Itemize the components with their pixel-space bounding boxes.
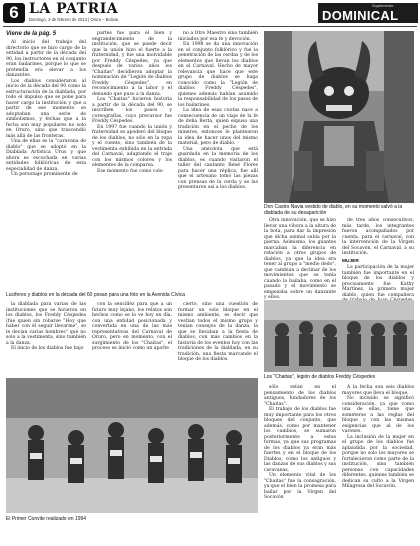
header-rule (3, 26, 417, 27)
masthead: LA PATRIA (29, 1, 119, 17)
paragraph: Otra innovación, que se hizo llevar una vibora a la altura de la bota, para dar la impresión que dicha animal subía por la pierna. Asimismo, los guantes marcaban la diferencia en relación a otros grupos de diablos, ya que la idea era tener al grupo a "medio dedo", que cambian a declinar de los movimientos que se tenía cuando la bailaba, como en el pasado y el movimiento se empezaba sobre un danzante y ellos. (264, 218, 336, 300)
subhead-mujer: MUJER (342, 258, 359, 264)
page-number: 6 (3, 3, 25, 23)
article-column-4 (264, 218, 336, 300)
article-column-6 (6, 302, 86, 372)
paragraph: partes fue para el bien y engrandecimiento de la institución, que se puede decir que la unión hizo el fuerte a la fraternidad, y fue una inolvidable por Freddy Céspedes, ya que después de varios años los "Chaitas" decidieron adoptar la nominación de "Legión de diablos Freddy Céspedes", en reconocimiento a la labor y el denuedo que puso a la danza. (92, 31, 172, 97)
dateline-date: Domingo, 3 de febrero de 2013 (29, 17, 87, 22)
paragraph: Una de ellas es la "caravana de diablo" que se adoptó en la Diablada Artística Urus y que ahora es escuchada en varias entidades folklóricas de esta especialidad de danza. (6, 139, 86, 172)
article-column-7 (92, 302, 172, 372)
paragraph: La participación de la mujer también fue importante en el bloque de los diablos y precisamente fue Kathy Martínez, la primera mujer diablo, quien fue compañera (342, 265, 414, 298)
chaitas-photo-graphic (264, 300, 414, 372)
paragraph: Los diablos consideraron al inicio de la década del 90 como la estructuración de la diablada, por todo el impulso que se pone para hacer cargo la institución y que a partir de ese momento se adoptaban una serie de simbolismos, y fechas que a la fecha son muy populares no solo en Oruro, sino que trascendió más allá de las fronteras. (6, 78, 86, 139)
photo-primer-convite (6, 378, 258, 513)
paragraph: No incluido se significó consideración, ya que como una de ellas, tiene que someterse a las reglas del bloque y con las mismas exigencias que al de los varones. (342, 396, 414, 434)
article-column-9 (264, 385, 336, 540)
continued-from: Viene de la pág. 5 (6, 31, 57, 37)
page-header (0, 0, 420, 26)
paragraph: la diablada para varias de las instituciones que se hicieron en los diablos, los Freddy Céspedes (fue quien sin robarse "Hoy que haber con él seguir llevarme", se le decían varias hombres" que no solo a la vestimenta, sino también a la danza. (6, 302, 86, 346)
article-column-3 (178, 31, 258, 288)
paragraph: La idea de esas cuotas nace a consecuencia de un viaje de la fe de doña Berta, quien expuso una tradición en el pecho de los mineros, entonces le plantearon la idea de hacer unos del mismo material, pero de diablo. (178, 108, 258, 146)
convite-photo-graphic (6, 378, 258, 513)
paragraph: no a Otro Maestro sino también iniciados por esa fe y devoción. (178, 31, 258, 42)
diablo-photo-graphic (264, 31, 414, 203)
photo-castro-navia (264, 31, 414, 203)
paragraph: Ese momento fue como colo- (97, 168, 164, 174)
dateline-location: Oruro – Bolivia (90, 17, 119, 22)
dateline: Domingo, 3 de febrero de 2013 | Oruro – Bolivia (29, 17, 119, 22)
paragraph: Una anécdota que está guardada en la memoria de los diablos, es cuando visitaron el taller del cantante René Flores para hacer una réplica, fue allí que el artesano tomó las piezas con prensas de la cerda y se las presentaron así a los diablos. (178, 146, 258, 190)
paragraph: El trabajo de los diablos fue muy importante para los otros bloques del conjunto, que además, como por mantener los cambios, se sumaron posteriormente a estas formas, ya que sus programas de los diablos ya eran más fuertes y en el bloque de los Diablos, como los antiguos y las danzas de sus diablos y sus caravanas. (264, 407, 336, 473)
article-column-5 (342, 218, 414, 298)
article-column-10 (342, 385, 414, 540)
paragraph: Al inicio del trabajo del directorio que se hizo cargo de la entidad a partir de la década del 90, los instructores en el conjunto eran bailarines, porque lo que se pretendía era elevar a los danzantes. (6, 40, 86, 78)
paragraph: con la sencillez para que a un futuro muy lejano, los relatos son hechos como se lo ve hoy en día, con una entidad posicionada y convertida en una de las más representativas del Carnaval de Oruro, pero en momento, con el surgimiento de los "Chaitas", el proceso se inició como un aporte (92, 302, 172, 351)
paragraph: sólo están en el pensamiento de los diablos antiguos, fundadores de los "Chaitas". (264, 385, 336, 407)
paragraph: Un elemento vital de los "Chaitas" fue la consagración, ya que el bien la promesa para bailar por la Virgen del Socavón (264, 473, 336, 500)
caption-chaitas: Los "Chaitas", legión de diablos Freddy Céspedes (264, 374, 376, 380)
section-title: DOMINICAL (322, 8, 399, 23)
article-column-2 (92, 31, 172, 288)
caption-primer-convite: El Primer Convite realizado en 1994 (6, 516, 87, 522)
article-column-1 (6, 40, 86, 288)
paragraph: Los "Chaitas" hicieron historia a partir de la década del 90, se inscriben los pasos y coreografías, cuyo precursor fue Freddy Céspedes. (92, 97, 172, 124)
photo-chaitas (264, 300, 414, 372)
paragraph: de tres años consecutivos, más tarde, los integrantes fueron acompañados por cuenta, para el carnaval, con la intervención de la Virgen del Socavón, el Carnaval, a su institución. (342, 218, 414, 256)
paragraph: El inicio de los diablos fue bajo (11, 346, 84, 351)
caption-decada-60: Luciferes y diablos en la década del 60 posan para una foto en la Avenida Cívica (6, 292, 185, 298)
paragraph: cierto, sino una cuestión de formar un solo bloque en el mismo ambiente, es decir que vestían todos el mismo grupo y tenían consejos de la danza, la que se llevaban a la fiesta de diablos, con más cambios en la historia de los eventos hoy con las tradiciones de la diablada, en su tradición, una fiesta marcando el bloque de los diablos. (178, 302, 258, 362)
paragraph: La inclusión de la mujer en el grupo de los diablos fue aplaudida por la sociedad, porque no solo los mayores se fortalecieron como parte de la institución, sino también personas con capacidades diferentes, quienes también se dedican su culto a la Virgen Milagrosa del Socavón. (342, 434, 414, 489)
caption-castro-navia: Don Castro Navia vestido de diablo, en su momento salvó a la diablada de su desaparición (264, 204, 403, 216)
paragraph: Un personaje prominente de (11, 172, 78, 177)
paragraph: En 1998 se da una innovación en el conjunto folklórico y fue la penetración de las cerdas y de los elementos que llevan los diablos en el Carnaval. Hecho de mayor relevancia que hace que este grupo de diablos se haga conocido como la "Legión de diablos Freddy Céspedes", quienes además habían asumido la responsabilidad de los pasos de los bailarines. (178, 42, 258, 108)
article-column-8 (178, 302, 258, 372)
paragraph: A la fecha son seis diablos mayores que lleva el bloque. (342, 385, 414, 396)
section-small-label: Suplemento (372, 3, 394, 8)
paragraph: En 1997 fue cuando la unión y fraternidad se apoderó del bloque de los diablos, no sólo en la ropa y el cuento, sino también de la vestimenta exhibida en la entrada del Carnaval, adaptando el traje con los mismos colores y los elementos de la comparsa. (92, 124, 172, 168)
